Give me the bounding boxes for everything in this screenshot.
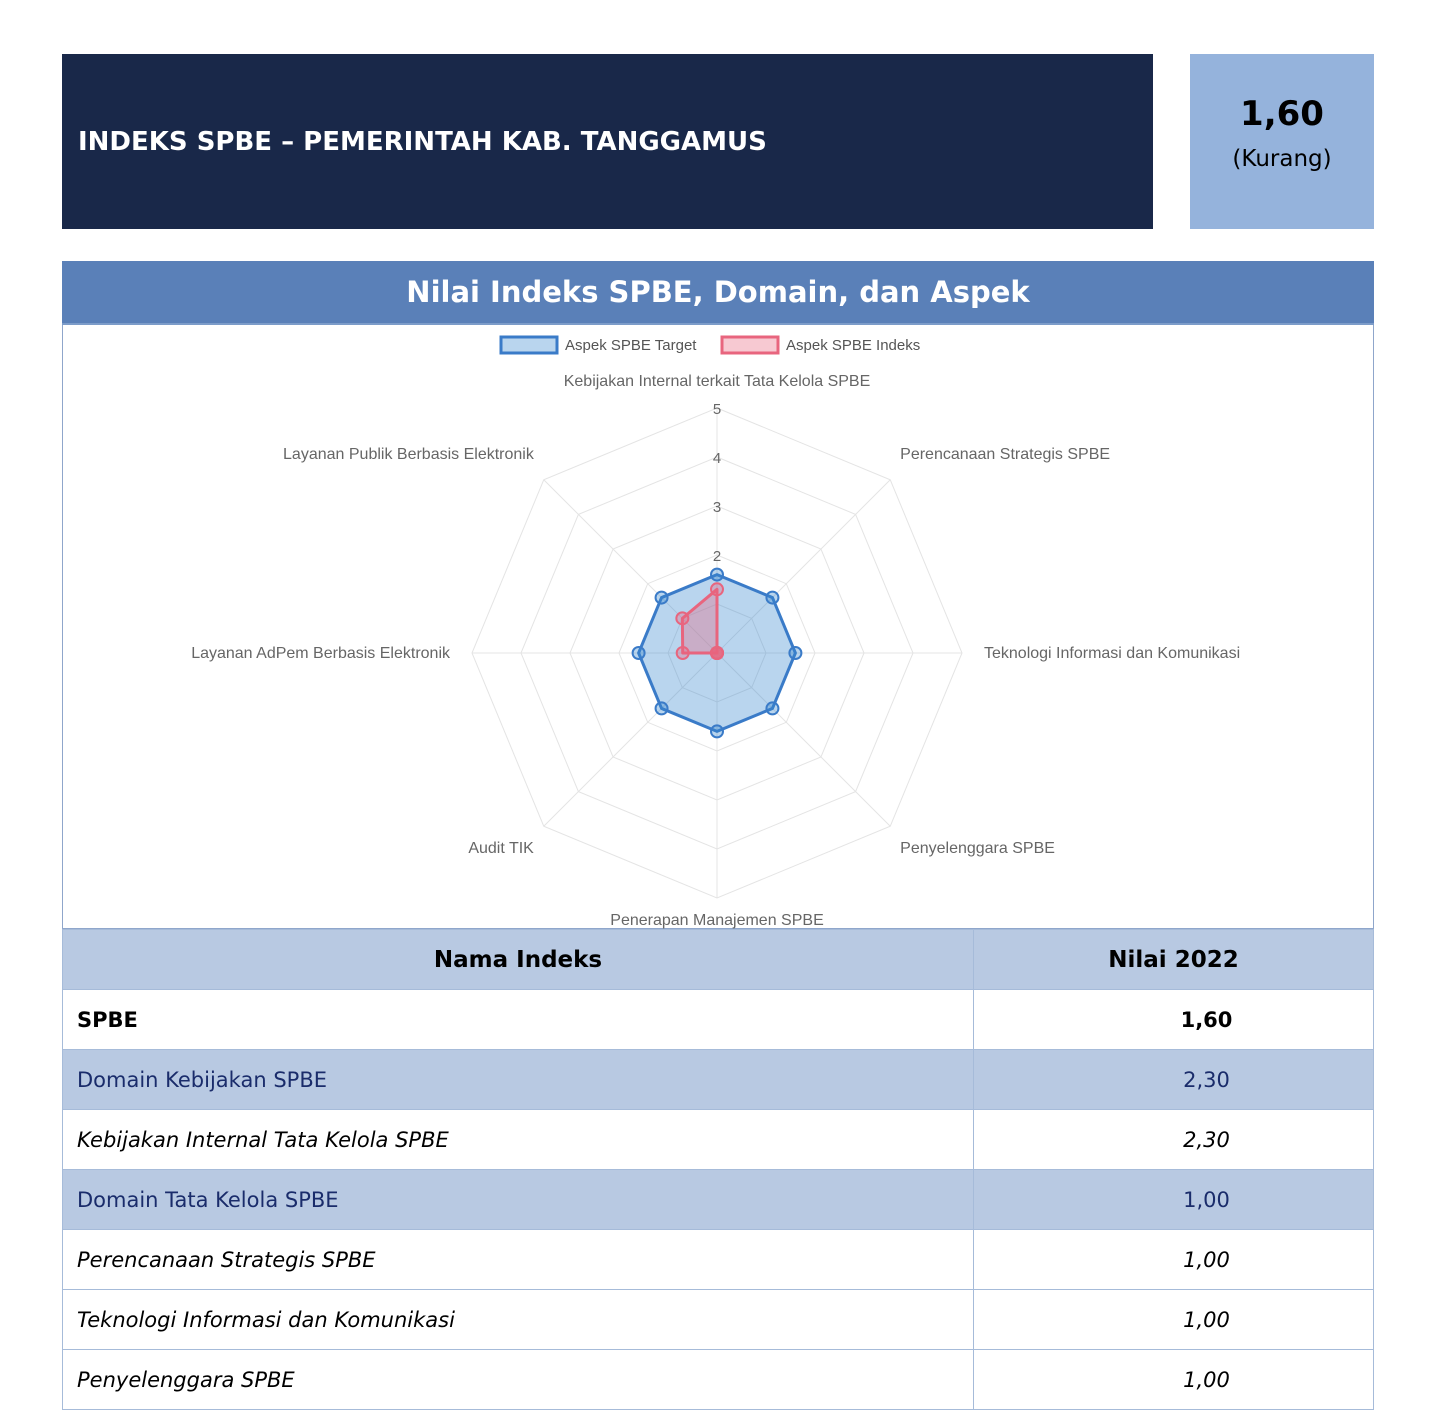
- table-header-row: [63, 930, 1374, 990]
- radar-tick-label: 4: [712, 450, 722, 467]
- table-row: [63, 1230, 1374, 1290]
- table-cell-name: Penyelenggara SPBE: [63, 1350, 974, 1410]
- table-cell-name: Teknologi Informasi dan Komunikasi: [63, 1290, 974, 1350]
- table-row: [63, 1110, 1374, 1170]
- table-cell-value: 2,30: [974, 1110, 1374, 1170]
- chart-panel: [62, 261, 1374, 929]
- radar-point: [711, 569, 723, 581]
- radar-category-label: Layanan Publik Berbasis Elektronik: [283, 445, 534, 463]
- radar-tick-label: 3: [712, 499, 722, 516]
- radar-category-label: Audit TIK: [468, 840, 534, 858]
- index-table: [62, 929, 1374, 1410]
- radar-category-label: Penerapan Manajemen SPBE: [610, 912, 824, 929]
- table-row: [63, 990, 1374, 1050]
- table-cell-value: 1,60: [974, 990, 1374, 1050]
- table-cell-value: 1,00: [974, 1230, 1374, 1290]
- radar-point: [766, 592, 778, 604]
- table-cell-name: Kebijakan Internal Tata Kelola SPBE: [63, 1110, 974, 1170]
- radar-category-label: Layanan AdPem Berbasis Elektronik: [191, 645, 450, 662]
- overall-score-box: [1190, 54, 1374, 229]
- radar-point: [677, 647, 689, 659]
- radar-point: [711, 725, 723, 737]
- table-row: [63, 1170, 1374, 1230]
- radar-chart: [63, 323, 1373, 929]
- table-cell-name: SPBE: [63, 990, 974, 1050]
- legend-label: Aspek SPBE Target: [565, 337, 697, 354]
- table-row: [63, 1050, 1374, 1110]
- report-title: [62, 54, 1153, 229]
- table-cell-value: 2,30: [974, 1050, 1374, 1110]
- overall-score-label: (Kurang): [1232, 145, 1332, 172]
- overall-score-value: 1,60: [1240, 93, 1324, 134]
- table-cell-name: Domain Kebijakan SPBE: [63, 1050, 974, 1110]
- radar-category-label: Perencanaan Strategis SPBE: [900, 445, 1111, 463]
- table-cell-value: 1,00: [974, 1170, 1374, 1230]
- legend-swatch: [722, 337, 778, 353]
- legend-label: Aspek SPBE Indeks: [786, 337, 921, 354]
- radar-category-label: Kebijakan Internal terkait Tata Kelola SPBE: [563, 373, 871, 390]
- legend-swatch: [501, 337, 557, 353]
- report-title-text: INDEKS SPBE – PEMERINTAH KAB. TANGGAMUS: [78, 126, 767, 157]
- radar-tick-label: 5: [712, 401, 722, 418]
- table-cell-name: Domain Tata Kelola SPBE: [63, 1170, 974, 1230]
- radar-tick-label: 2: [712, 548, 722, 565]
- radar-point: [711, 583, 723, 595]
- radar-point: [789, 647, 801, 659]
- radar-point: [656, 592, 668, 604]
- table-body: [63, 990, 1374, 1410]
- radar-point: [766, 702, 778, 714]
- column-header-name: Nama Indeks: [63, 930, 974, 990]
- radar-category-label: Penyelenggara SPBE: [900, 840, 1055, 858]
- radar-point: [711, 647, 723, 659]
- table-cell-value: 1,00: [974, 1290, 1374, 1350]
- table-row: [63, 1290, 1374, 1350]
- radar-category-label: Teknologi Informasi dan Komunikasi: [984, 645, 1241, 662]
- radar-point: [633, 647, 645, 659]
- table-cell-value: 1,00: [974, 1350, 1374, 1410]
- radar-point: [656, 702, 668, 714]
- radar-point: [676, 612, 688, 624]
- column-header-value: Nilai 2022: [974, 930, 1374, 990]
- chart-heading: Nilai Indeks SPBE, Domain, dan Aspek: [62, 261, 1374, 325]
- table-cell-name: Perencanaan Strategis SPBE: [63, 1230, 974, 1290]
- table-row: [63, 1350, 1374, 1410]
